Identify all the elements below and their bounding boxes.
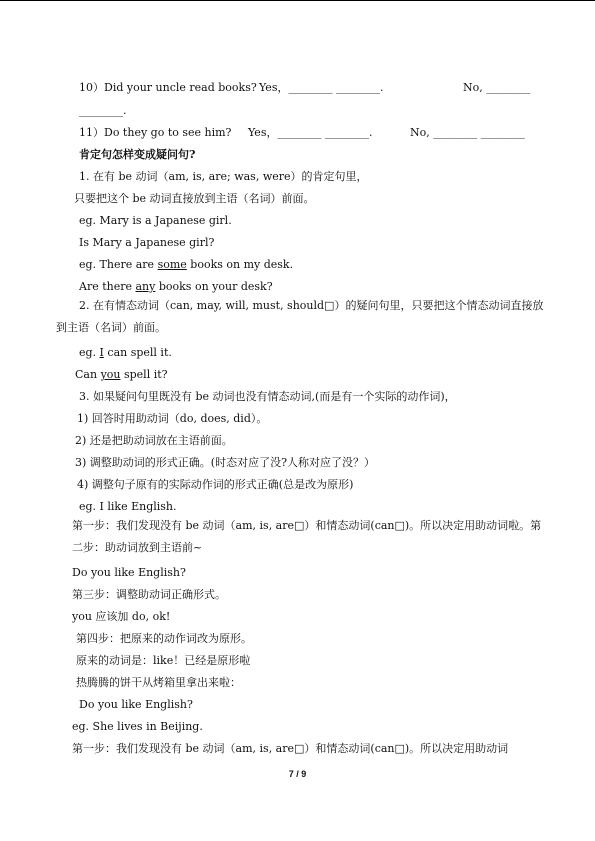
example3-you-note: you 应该加 do, ok! [72, 610, 171, 623]
example-text: Are there [79, 280, 136, 293]
underlined-word-i: I [99, 346, 104, 359]
underlined-word-you: you [100, 368, 121, 381]
rule3-step-1: 1) 回答时用助动词（do, does, did）。 [77, 412, 268, 425]
example-text: eg. There are [79, 258, 158, 271]
example-text: Can [75, 368, 101, 381]
page-top-border [0, 0, 595, 1]
example3-original-verb: 原来的动词是：like！已经是原形啦 [76, 654, 251, 667]
q11-yes-answer: Yes，________ ________. [248, 126, 373, 139]
rule1-text: 1. 在有 be 动词（am, is, are; was, were）的肯定句里， [79, 170, 368, 183]
rule3-step-3: 3) 调整助动词的形式正确。(时态对应了没?人称对应了没？） [75, 456, 375, 469]
rule1-continuation: 只要把这个 be 动词直接放到主语（名词）前面。 [74, 192, 315, 205]
example-she-lives-in-beijing: eg. She lives in Beijing. [72, 720, 203, 733]
example-are-there-question [79, 280, 273, 294]
q10-yes-answer: Yes，________ ________. [259, 81, 384, 94]
section-heading: 肯定句怎样变成疑问句? [79, 148, 196, 161]
q11-question: 11）Do they go to see him? [79, 126, 232, 139]
page-number: 7 / 9 [288, 769, 307, 779]
example-text: eg. [79, 346, 100, 359]
example-text: can spell it. [103, 346, 172, 359]
underlined-word-some: some [157, 258, 187, 271]
rule2-text: 2. 在有情态动词（can, may, will, must, should□）的疑问句里，只要把这个情态动词直接放到主语（名词）前面。 [56, 299, 544, 334]
q11-no-answer: No, ________ ________ [410, 126, 525, 139]
example-i-can-statement [79, 346, 172, 360]
rule3-step-4: 4) 调整句子原有的实际动作词的形式正确(总是改为原形) [77, 478, 354, 491]
example-can-you-question [75, 368, 168, 382]
example-mary-question: Is Mary a Japanese girl? [79, 236, 215, 249]
example-text: books on my desk. [186, 258, 294, 271]
rule3-text: 3. 如果疑问句里既没有 be 动词也没有情态动词,(而是有一个实际的动作词)， [79, 390, 456, 403]
example-i-like-english: eg. I like English. [79, 500, 177, 513]
underlined-word-any: any [135, 280, 156, 293]
example3-question: Do you like English? [72, 566, 186, 579]
rule3-step-2: 2) 还是把助动词放在主语前面。 [75, 434, 233, 447]
example4-step1: 第一步：我们发现没有 be 动词（am, is, are□）和情态动词(can□)。所以决定用助动词 [72, 742, 509, 755]
q10-continuation: ________. [79, 104, 127, 117]
example3-step4: 第四步：把原来的动作词改为原形。 [76, 632, 252, 645]
example3-cookie-note: 热腾腾的饼干从烤箱里拿出来啦： [76, 676, 241, 689]
q10-question: 10）Did your uncle read books? [79, 81, 257, 94]
q10-no-answer: No, ________ [463, 81, 531, 94]
example-mary-statement: eg. Mary is a Japanese girl. [79, 214, 232, 227]
example-text: spell it? [120, 368, 168, 381]
example-there-are-statement [79, 258, 293, 272]
example3-step3: 第三步：调整助动词正确形式。 [72, 588, 226, 601]
example3-step1: 第一步：我们发现没有 be 动词（am, is, are□）和情态动词(can□)。所以决定用助动词啦。第二步：助动词放到主语前~ [72, 519, 542, 554]
example3-final-question: Do you like English? [79, 698, 193, 711]
example-text: books on your desk? [155, 280, 273, 293]
